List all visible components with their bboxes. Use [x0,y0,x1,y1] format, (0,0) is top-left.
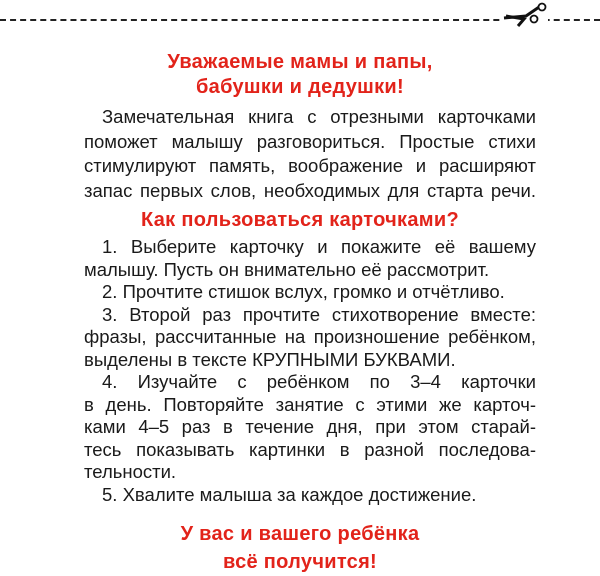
title-line: Уважаемые мамы и папы, [167,51,433,73]
step-line: ками 4–5 раз в течение дня, при этом старай- [84,416,536,437]
scissors-icon [502,2,548,30]
step-line: 4. Изучайте с ребёнком по 3–4 карточки [102,371,536,392]
step-line: 5. Хвалите малыша за каждое достижение. [102,483,477,505]
intro-line: запас первых слов, необходимых для старта речи. [84,179,536,201]
step-line: в день. Повторяйте занятие с этими же карточ- [84,393,536,415]
step-line: тельности. [84,461,177,482]
intro-paragraph [84,105,536,203]
how-to-heading: Как пользоваться карточками? [141,209,459,231]
closing-line: всё получится! [222,551,378,573]
closing-line: У вас и вашего ребёнка [180,523,420,545]
page-title [0,50,600,100]
intro-line: Замечательная книга с отрезными карточками [102,106,536,127]
step-line: 3. Второй раз прочтите стихотворение вместе: [102,303,536,325]
intro-line: стимулируют память, воображение и расширяют [84,155,536,176]
title-line: бабушки и дедушки! [196,76,404,98]
step-line: тесь показывать картинки в разной последова- [84,438,536,460]
step-line: малышу. Пусть он внимательно её рассмотрит. [84,258,490,280]
step-line: 1. Выберите карточку и покажите её вашему [102,236,536,257]
step-line: выделены в тексте КРУПНЫМИ БУКВАМИ. [84,348,456,370]
closing-message [0,520,600,576]
intro-line: поможет малышу разговориться. Простые стихи [84,130,536,152]
step-line: 2. Прочтите стишок вслух, громко и отчётливо. [102,281,505,302]
step-line: фразы, рассчитанные на произношение ребёнком, [84,326,536,347]
steps-list [84,236,536,506]
